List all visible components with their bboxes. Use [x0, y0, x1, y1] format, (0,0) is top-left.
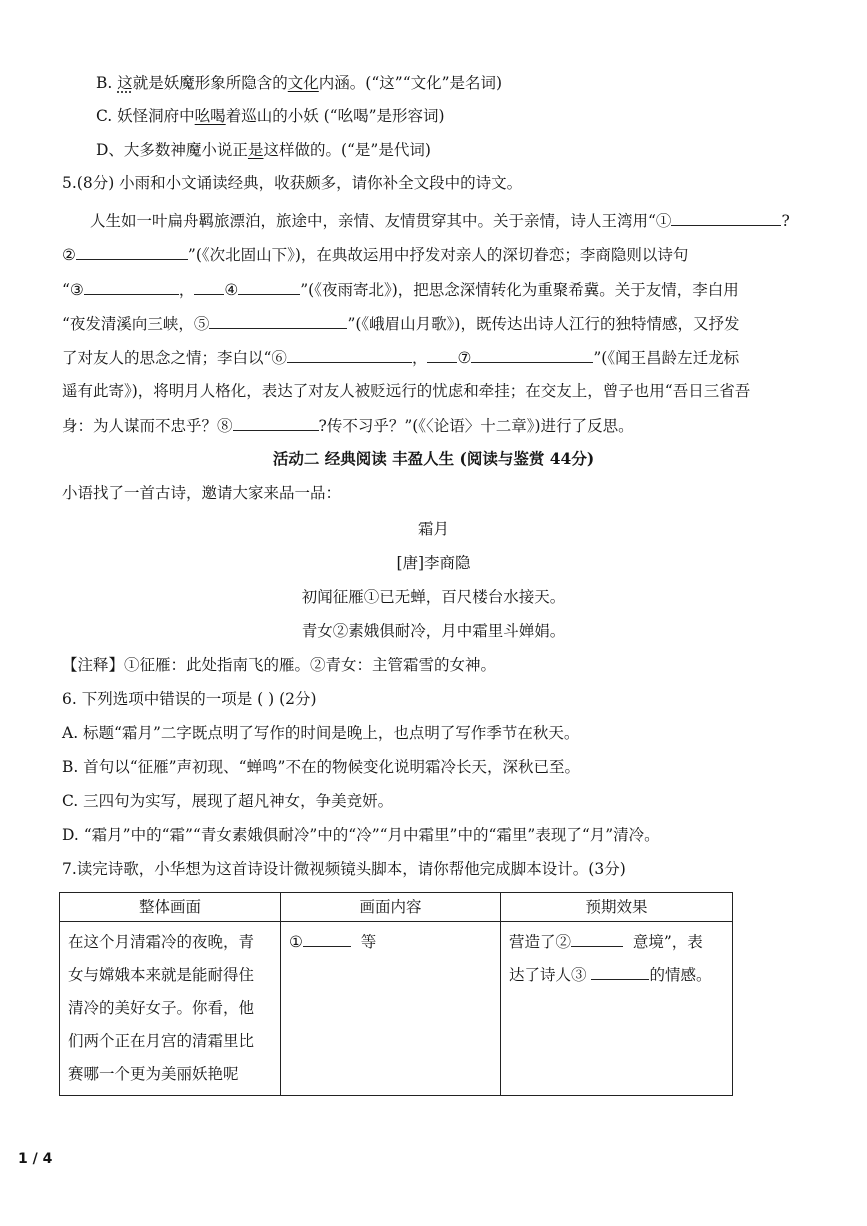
cell-scene-content: ① 等	[281, 922, 501, 1096]
q5-stem: 5.(8分) 小雨和小文诵读经典，收获颇多，请你补全文段中的诗文。	[62, 174, 523, 192]
header-overall-scene: 整体画面	[60, 893, 281, 922]
poem-line-2: 青女②素娥俱耐冷，月中霜里斗婵娟。	[301, 622, 566, 640]
scene-line: 女与嫦娥本来就是能耐得住	[68, 966, 255, 984]
q6-option-d[interactable]: D. “霜月”中的“霜”“青女素娥俱耐冷”中的“冷”“月中霜里”中的“霜里”表现了“月”清冷。	[62, 826, 660, 844]
cell-expected-effect: 营造了② 意境”，表 达了诗人③ 的情感。	[501, 922, 733, 1096]
blank-5[interactable]	[209, 312, 347, 329]
script-table	[59, 892, 733, 1096]
q5-line-2: ② ”(《次北固山下》)，在典故运用中抒发对亲人的深切眷恋；李商隐则以诗句	[62, 243, 688, 266]
section-intro: 小语找了一首古诗，邀请大家来品一品：	[62, 484, 342, 502]
q5-line-7: 身：为人谋而不忠乎？⑧ ?传不习乎？”(《〈论语〉十二章》)进行了反思。	[62, 414, 634, 437]
q6-option-b[interactable]: B. 首句以“征雁”声初现、“蝉鸣”不在的物候变化说明霜冷长天，深秋已至。	[62, 758, 580, 776]
blank-2[interactable]	[76, 243, 188, 260]
option-4d: D、大多数神魔小说正是这样做的。(“是”是代词)	[96, 141, 431, 159]
poem-line-1: 初闻征雁①已无蝉，百尺楼台水接天。	[301, 588, 566, 606]
blank-7[interactable]	[471, 346, 593, 363]
poem-note: 【注释】①征雁：此处指南飞的雁。②青女：主管霜雪的女神。	[62, 656, 497, 674]
poem-title: 霜月	[417, 520, 449, 538]
blank-4[interactable]	[238, 278, 300, 295]
header-expected-effect: 预期效果	[501, 893, 733, 922]
blank-6[interactable]	[287, 346, 412, 363]
q5-line-5: 了对友人的思念之情；李白以“⑥ ， ⑦ ”(《闻王昌龄左迁龙标	[62, 346, 739, 369]
q5-line-6: 遥有此寄》)，将明月人格化，表达了对友人被贬远行的忧虑和牵挂；在交友上，曾子也用“吾日三省吾	[62, 382, 751, 400]
q5-line-1: 人生如一叶扁舟羁旅漂泊，旅途中，亲情、友情贯穿其中。关于亲情，诗人王湾用“① ?	[90, 209, 790, 232]
option-4c: C. 妖怪洞府中吆喝着巡山的小妖 (“吆喝”是形容词)	[96, 107, 445, 125]
scene-line: 在这个月清霜冷的夜晚，青	[68, 933, 255, 951]
blank-content-1[interactable]	[303, 930, 351, 947]
option-4b: B. 这就是妖魔形象所隐含的文化内涵。(“这”“文化”是名词)	[96, 74, 503, 92]
section-heading: 活动二 经典阅读 丰盈人生 (阅读与鉴赏 44分)	[272, 449, 595, 468]
q6-option-c[interactable]: C. 三四句为实写，展现了超凡神女，争美竞妍。	[62, 792, 394, 810]
scene-line: 们两个正在月宫的清霜里比	[68, 1032, 255, 1050]
q7-stem: 7.读完诗歌，小华想为这首诗设计微视频镜头脚本，请你帮他完成脚本设计。(3分)	[62, 860, 626, 878]
q6-stem: 6. 下列选项中错误的一项是 ( ) (2分)	[62, 690, 317, 708]
scene-line: 赛哪一个更为美丽妖艳呢	[68, 1065, 239, 1083]
page-number: 1 / 4	[18, 1151, 53, 1167]
blank-1[interactable]	[671, 209, 781, 226]
poem-author: [唐]李商隐	[396, 554, 471, 572]
blank-3[interactable]	[84, 278, 179, 295]
blank-8[interactable]	[233, 414, 319, 431]
q5-line-4: “夜发清溪向三峡，⑤ ”(《峨眉山月歌》)，既传达出诗人江行的独特情感，又抒发	[62, 312, 739, 335]
q5-line-3: “③ ， ④ ”(《夜雨寄北》)，把思念深情转化为重聚希冀。关于友情，李白用	[62, 278, 739, 301]
script-body-row	[60, 922, 733, 1096]
blank-effect-3[interactable]	[591, 963, 649, 980]
q6-option-a[interactable]: A. 标题“霜月”二字既点明了写作的时间是晚上，也点明了写作季节在秋天。	[62, 724, 580, 742]
blank-effect-2[interactable]	[571, 930, 623, 947]
cell-overall-scene	[60, 922, 281, 1096]
scene-line: 清冷的美好女子。你看，他	[68, 999, 255, 1017]
header-scene-content: 画面内容	[281, 893, 501, 922]
script-header-row	[60, 893, 733, 922]
